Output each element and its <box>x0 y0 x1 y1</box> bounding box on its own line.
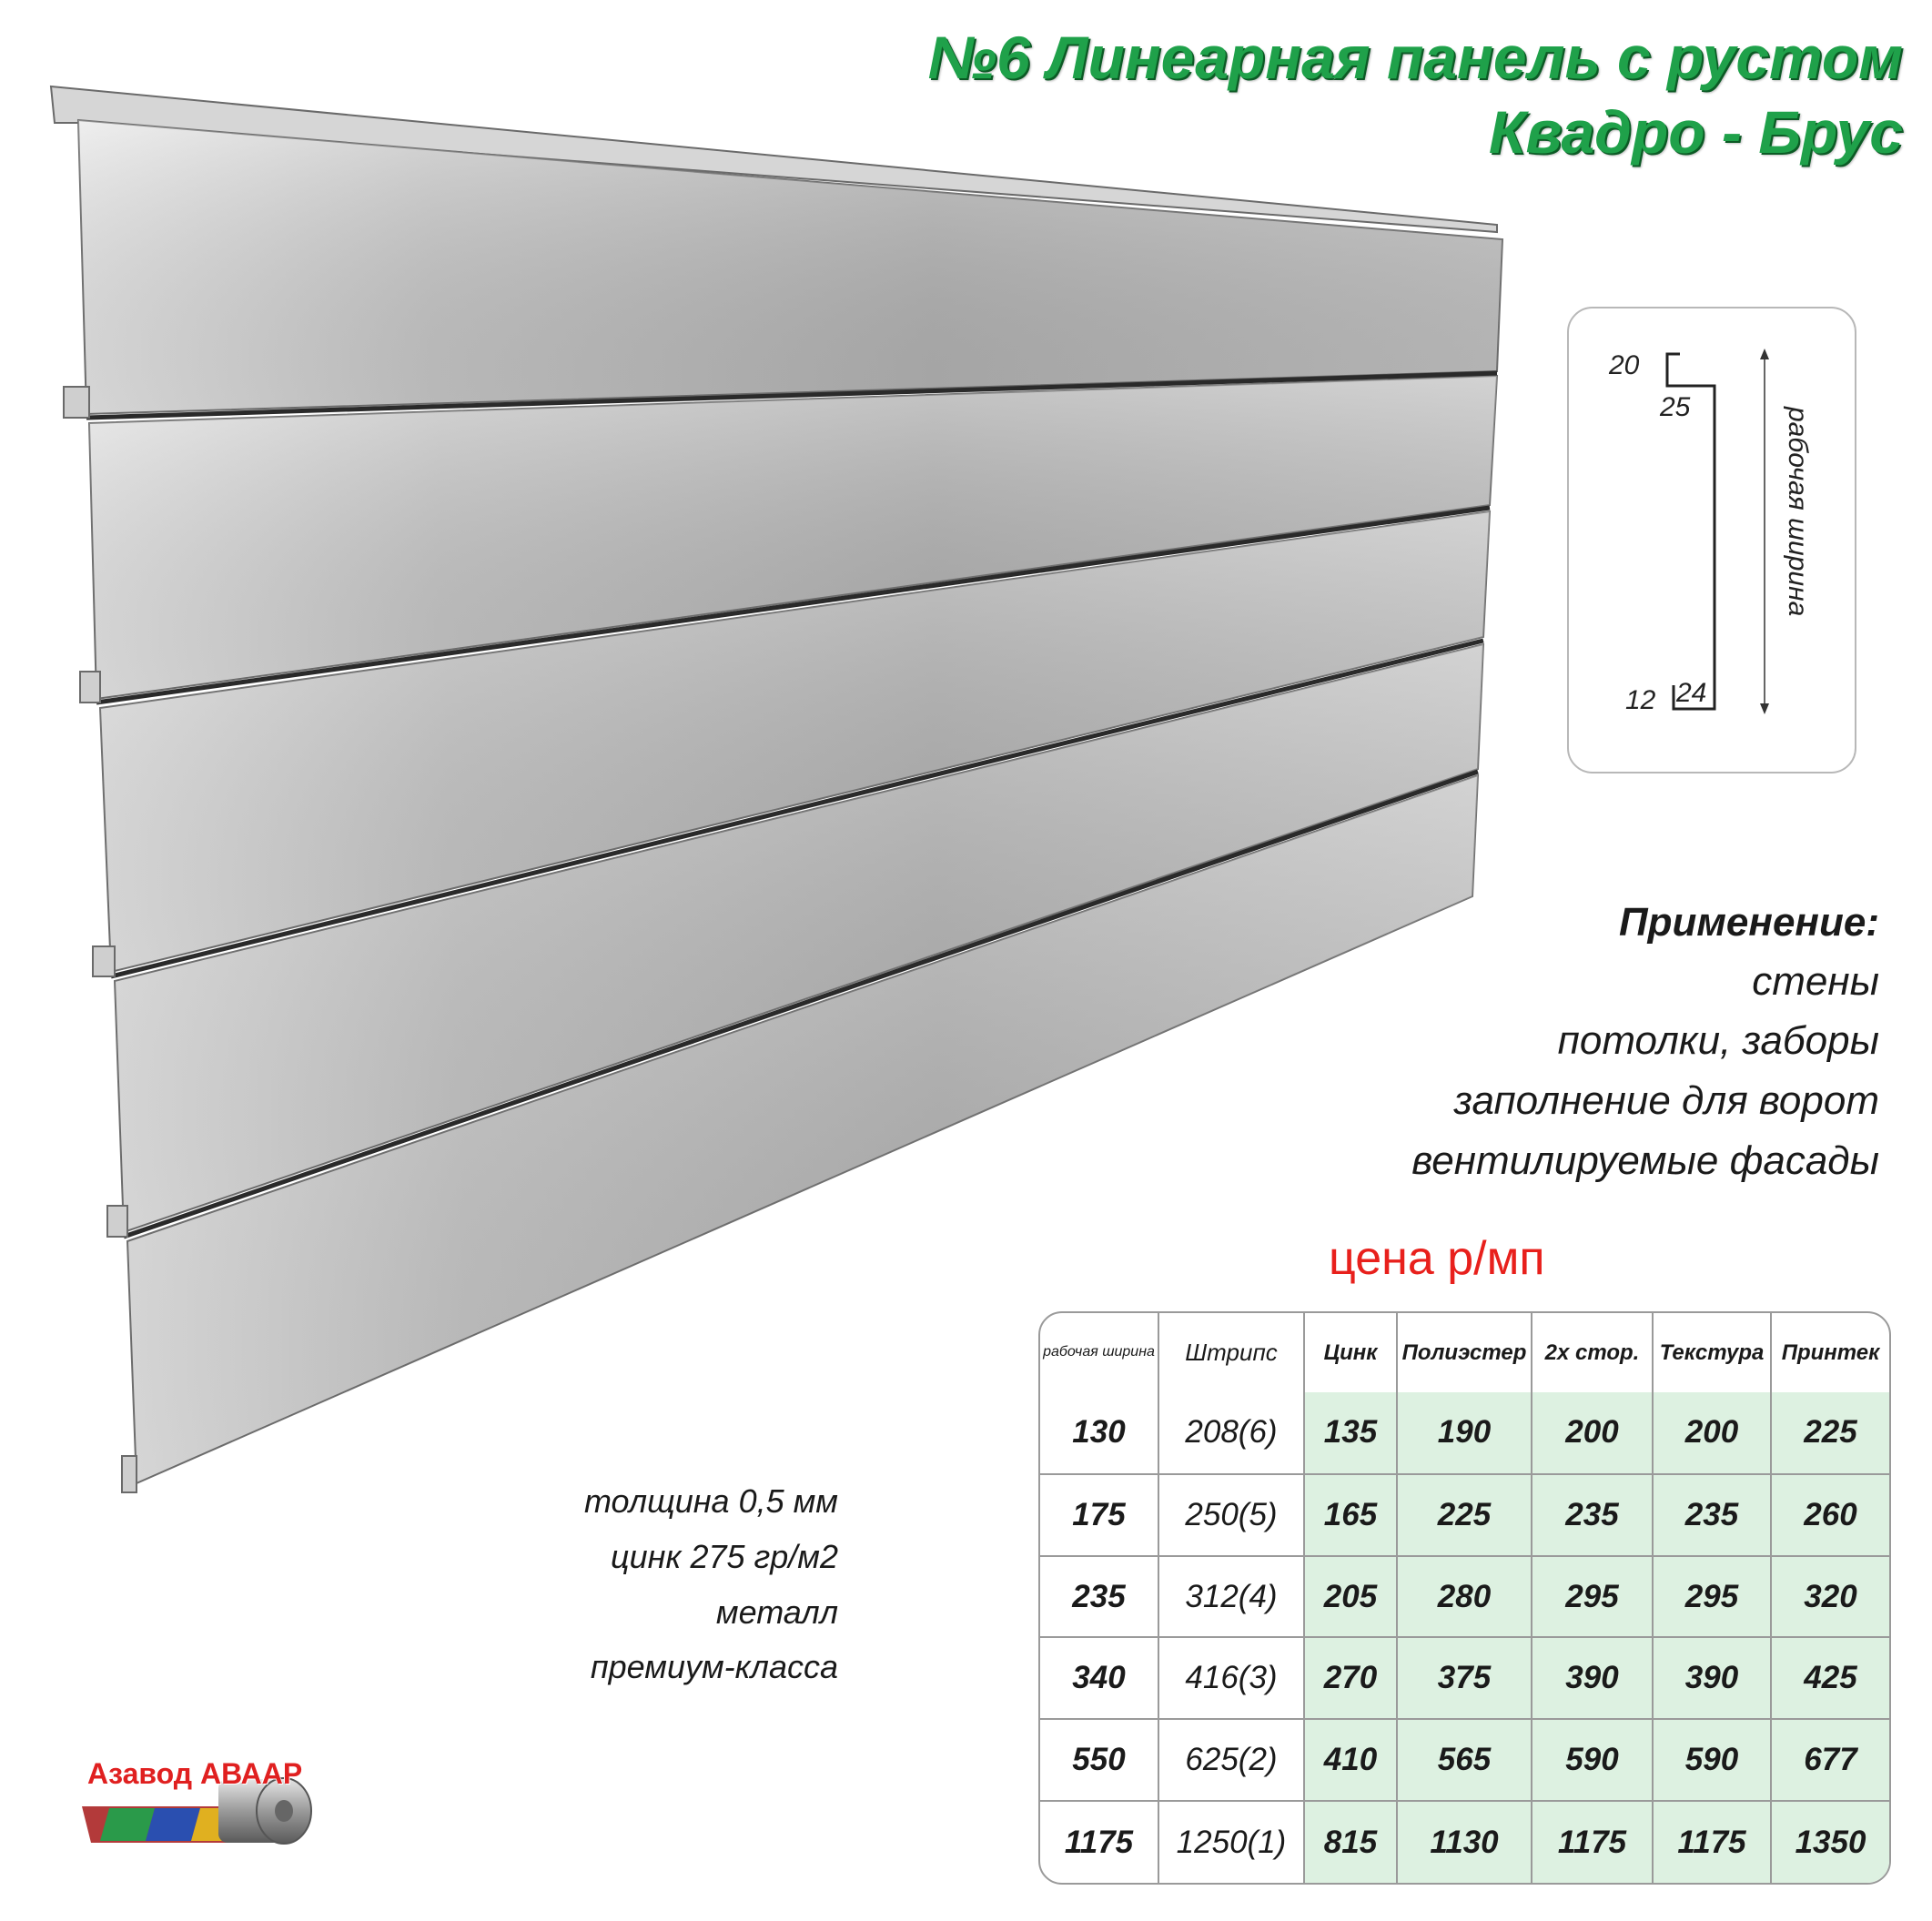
cell-price: 1350 <box>1771 1801 1889 1883</box>
cell-price: 280 <box>1397 1556 1532 1638</box>
cell-strip: 312(4) <box>1158 1556 1304 1638</box>
logo-text: Азавод АВААР <box>87 1757 303 1790</box>
cell-price: 815 <box>1304 1801 1397 1883</box>
cell-strip: 208(6) <box>1158 1392 1304 1474</box>
cell-price: 1175 <box>1532 1801 1653 1883</box>
usage-heading: Применение: <box>1618 900 1879 945</box>
dim-top-flange: 20 <box>1609 350 1640 380</box>
cell-price: 375 <box>1397 1637 1532 1719</box>
spec-line: премиум-класса <box>590 1648 838 1685</box>
cell-price: 425 <box>1771 1637 1889 1719</box>
header-zinc: Цинк <box>1304 1313 1397 1392</box>
table-row <box>1040 1719 1889 1801</box>
cell-price: 135 <box>1304 1392 1397 1474</box>
usage-item: вентилируемые фасады <box>1411 1138 1879 1183</box>
cell-price: 295 <box>1653 1556 1771 1638</box>
cell-working-width: 1175 <box>1040 1801 1158 1883</box>
dim-top-depth: 25 <box>1660 392 1691 422</box>
cell-strip: 1250(1) <box>1158 1801 1304 1883</box>
cell-price: 410 <box>1304 1719 1397 1801</box>
cell-price: 1175 <box>1653 1801 1771 1883</box>
cell-price: 235 <box>1532 1474 1653 1556</box>
cell-price: 260 <box>1771 1474 1889 1556</box>
cell-price: 390 <box>1532 1637 1653 1719</box>
table-row <box>1040 1474 1889 1556</box>
cell-price: 320 <box>1771 1556 1889 1638</box>
price-caption: цена р/мп <box>1329 1232 1545 1285</box>
header-working-width: рабочая ширина <box>1040 1313 1158 1392</box>
cell-price: 200 <box>1653 1392 1771 1474</box>
cell-price: 565 <box>1397 1719 1532 1801</box>
cell-price: 590 <box>1653 1719 1771 1801</box>
cell-price: 190 <box>1397 1392 1532 1474</box>
spec-line: цинк 275 гр/м2 <box>611 1538 838 1575</box>
cell-price: 165 <box>1304 1474 1397 1556</box>
usage-item: потолки, заборы <box>1557 1018 1879 1063</box>
cell-strip: 625(2) <box>1158 1719 1304 1801</box>
price-table <box>1038 1311 1891 1885</box>
dim-bottom-depth: 24 <box>1676 678 1707 708</box>
profile-diagram-box <box>1567 307 1856 773</box>
cell-price: 677 <box>1771 1719 1889 1801</box>
header-texture: Текстура <box>1653 1313 1771 1392</box>
table-row <box>1040 1637 1889 1719</box>
spec-line: толщина 0,5 мм <box>583 1482 838 1520</box>
cell-working-width: 175 <box>1040 1474 1158 1556</box>
usage-item: стены <box>1752 959 1879 1004</box>
title-line-1: №6 Линеарная панель с рустом <box>927 24 1903 91</box>
cell-price: 1130 <box>1397 1801 1532 1883</box>
cell-price: 270 <box>1304 1637 1397 1719</box>
title-line-2: Квадро - Брус <box>1488 98 1903 166</box>
working-width-label: рабочая ширина <box>1783 407 1813 617</box>
cell-working-width: 235 <box>1040 1556 1158 1638</box>
cell-price: 205 <box>1304 1556 1397 1638</box>
table-header-row <box>1040 1313 1889 1392</box>
cell-working-width: 130 <box>1040 1392 1158 1474</box>
header-polyester: Полиэстер <box>1397 1313 1532 1392</box>
table-row <box>1040 1556 1889 1638</box>
cell-price: 390 <box>1653 1637 1771 1719</box>
cell-price: 225 <box>1771 1392 1889 1474</box>
dim-bottom-flange: 12 <box>1625 685 1656 715</box>
company-logo <box>82 1752 319 1856</box>
header-two-sided: 2х стор. <box>1532 1313 1653 1392</box>
usage-item: заполнение для ворот <box>1453 1078 1879 1123</box>
cell-price: 295 <box>1532 1556 1653 1638</box>
cell-price: 590 <box>1532 1719 1653 1801</box>
cell-strip: 416(3) <box>1158 1637 1304 1719</box>
cell-price: 235 <box>1653 1474 1771 1556</box>
cell-price: 200 <box>1532 1392 1653 1474</box>
table-row <box>1040 1392 1889 1474</box>
header-strip: Штрипс <box>1158 1313 1304 1392</box>
cell-strip: 250(5) <box>1158 1474 1304 1556</box>
cell-price: 225 <box>1397 1474 1532 1556</box>
cell-working-width: 550 <box>1040 1719 1158 1801</box>
spec-line: металл <box>715 1593 838 1631</box>
profile-diagram <box>1569 308 1858 775</box>
table-row <box>1040 1801 1889 1883</box>
header-printech: Принтек <box>1781 1340 1880 1365</box>
cell-working-width: 340 <box>1040 1637 1158 1719</box>
